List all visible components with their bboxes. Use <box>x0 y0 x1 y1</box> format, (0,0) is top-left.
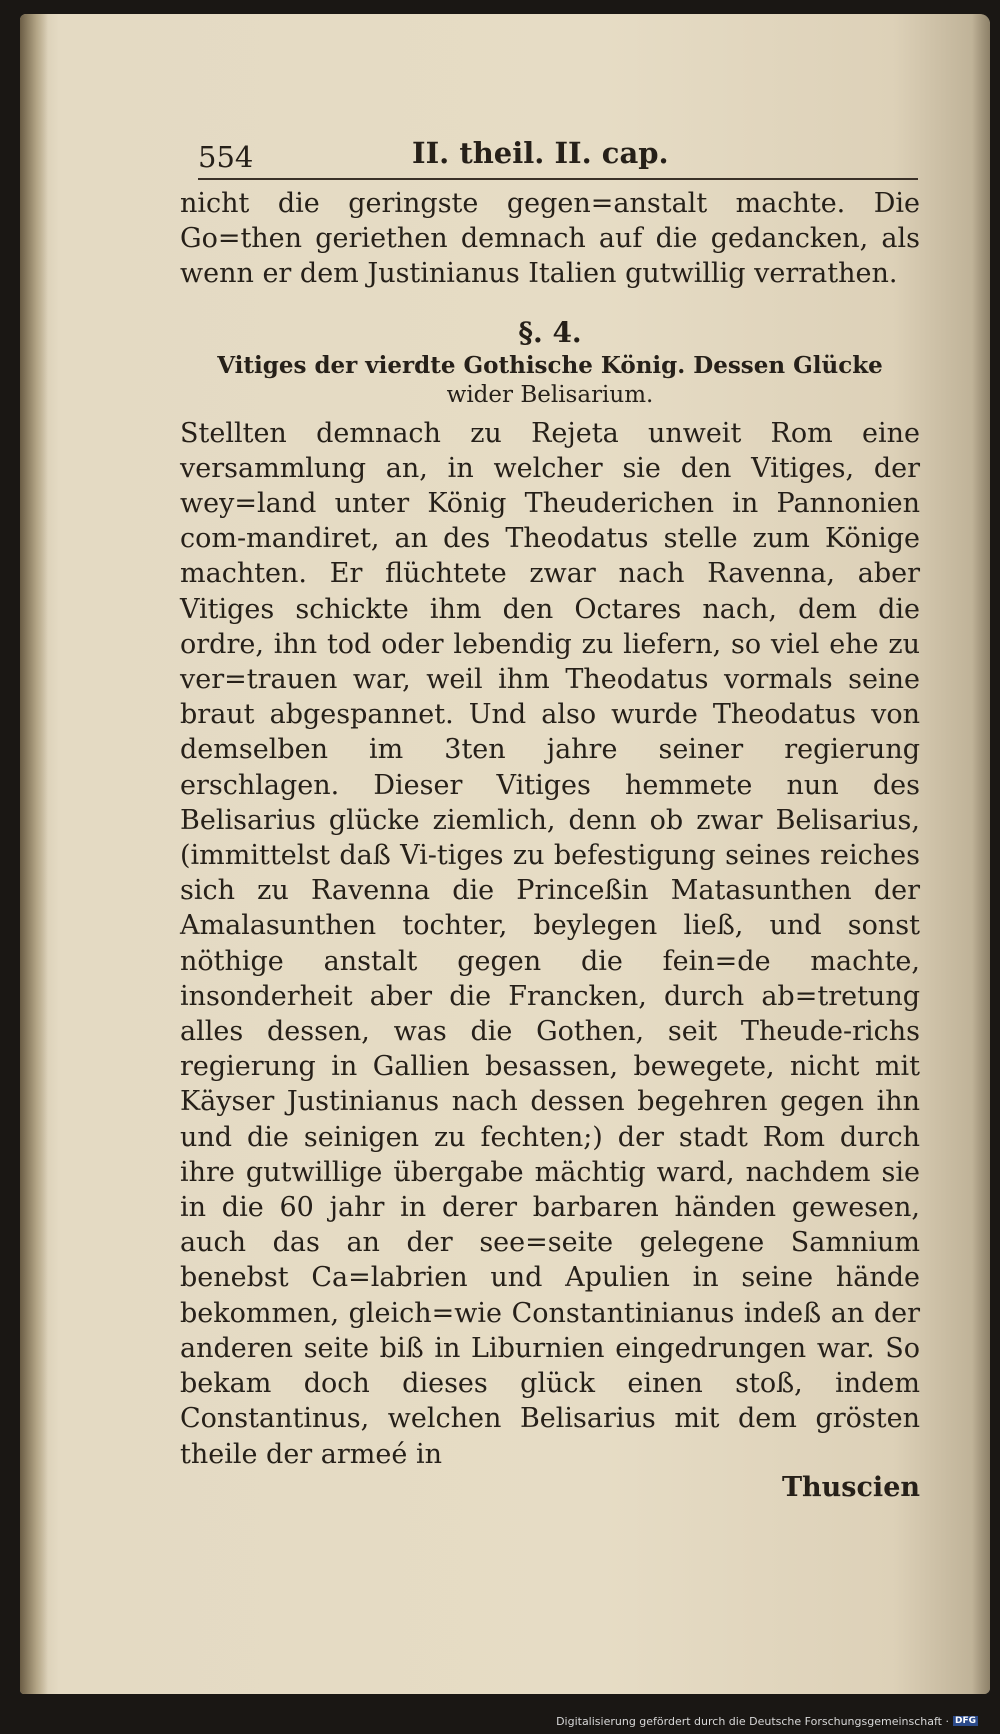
section-number: §. 4. <box>518 315 582 349</box>
header-rule <box>198 178 918 180</box>
catchword: Thuscien <box>781 1471 920 1503</box>
running-title: II. theil. II. cap. <box>412 136 669 170</box>
subtitle-line-1: Vitiges der vierdte Gothische König. Dessen Glücke <box>217 351 883 379</box>
book-page <box>20 14 990 1694</box>
page-number: 554 <box>198 140 254 174</box>
page-header <box>180 122 920 174</box>
dfg-logo: DFG <box>954 1716 976 1726</box>
footer-credit: Digitalisierung gefördert durch die Deutsche Forschungsgemeinschaft · <box>556 1714 949 1728</box>
page-edge-shadow <box>972 14 990 1694</box>
opening-paragraph: nicht die geringste gegen=anstalt machte. Die Go=then geriethen demnach auf die gedancken, als wenn er dem Justinianus Italien gutwillig verrathen. <box>180 188 920 290</box>
page-gutter-shadow <box>20 14 48 1694</box>
body-paragraph: Stellten demnach zu Rejeta unweit Rom eine versammlung an, in welcher sie den Vitiges, der wey=land unter König Theuderichen in Pannonien com-mandiret, an des Theodatus stelle zum Könige machten. Er flüchtete zwar nach Ravenna, aber Vitiges schickte ihm den Octares nach, dem die ordre, ihn tod oder lebendig zu liefern, so viel ehe zu ver=trauen war, weil ihm Theodatus vormals seine braut abgespannet. Und also wurde Theodatus von demselben im 3ten jahre seiner regierung erschlagen. Dieser Vitiges hemmete nun des Belisarius glücke ziemlich, denn ob zwar Belisarius, (immittelst daß Vi-tiges zu befestigung seines reiches sich zu Ravenna die Princeßin Matasunthen der Amalasunthen tochter, beylegen ließ, und sonst nöthige anstalt gegen die fein=de machte, insonderheit aber die Francken, durch ab=tretung alles dessen, was die Gothen, seit Theude-richs regierung in Gallien besassen, bewegete, nicht mit Käyser Justinianus nach dessen begehren gegen ihn und die seinigen zu fechten;) der stadt Rom durch ihre gutwillige übergabe mächtig ward, nachdem sie in die 60 jahr in derer barbaren händen gewesen, auch das an der see=seite gelegene Samnium benebst Ca=labrien und Apulien in seine hände bekommen, gleich=wie Constantinianus indeß an der anderen seite biß in Liburnien eingedrungen war. So bekam doch dieses glück einen stoß, indem Constantinus, welchen Belisarius mit dem grösten theile der armeé in <box>180 417 920 1470</box>
digitization-footer <box>556 1712 978 1730</box>
section-subtitle <box>180 351 920 410</box>
page-content <box>180 122 920 1503</box>
subtitle-line-2: wider Belisarium. <box>446 381 654 408</box>
